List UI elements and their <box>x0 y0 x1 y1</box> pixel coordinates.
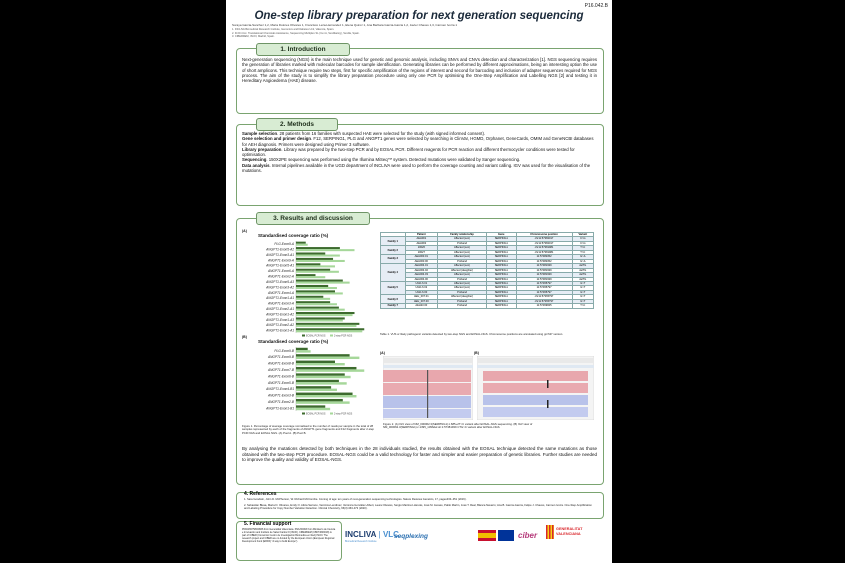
bar <box>296 399 343 401</box>
table-cell: G>T <box>572 290 593 294</box>
fig1b-label: (B) <box>242 335 247 339</box>
table-cell: UGD-6.02 <box>405 286 438 290</box>
table-cell: SERPING1 <box>486 273 516 277</box>
bar <box>296 249 355 251</box>
table-cell: UGD-6.00 <box>405 290 438 294</box>
references-heading: 4. References <box>244 491 277 497</box>
bar <box>296 380 339 382</box>
bar <box>296 263 320 265</box>
category-label: ANGPT1-Exon5-A2 <box>266 247 294 252</box>
ciber-logo: ciber <box>518 531 538 540</box>
table-cell: Affected (son) <box>438 273 487 277</box>
table-cell: AEH004.01 <box>405 264 438 268</box>
table-cell: AEH001 <box>405 237 438 241</box>
methods-item-text: . F12, SERPING1, PLG and ANGPT1 genes were selected by searching in ClinVar, HGMD, Orphanet, GeneCards, OMIM and GeneNCBI databases for AEH diagnosis. Primers were designed using Primer 3 software. <box>242 136 594 147</box>
table-cell: 11:57365797 <box>516 286 572 290</box>
bar <box>296 269 330 271</box>
table-cell: 11:57365797 <box>516 281 572 285</box>
fig1a-label: (A) <box>242 229 247 233</box>
table-cell: 11:57382052 <box>516 259 572 263</box>
bar <box>296 363 345 365</box>
reference-1: 1. Sara Goodwin, John D. McPherson, W. Richard McCombie. Coming of age: ten years of next-generation sequencing technologies. Nature Reviews Genetics, 17, pages333–351 (2016). <box>244 498 467 501</box>
authors: Soraya Garcia-Sanchez 1,2, Maria Dolores Olivares 1, Francisco Leza-Hernandez 1, Elena Quiroz 1, Ana Barbara Garcia-Garcia 1,2, Javier Chaves 1,3, Carmen Ivorra 1 <box>232 23 458 27</box>
bar <box>296 285 328 287</box>
igv-b-label: (B) <box>474 351 479 355</box>
category-label: ANGPT1-Exon4-A <box>267 290 294 295</box>
table-cell: SERPING1 <box>486 250 516 254</box>
category-label: ANGPT1-Exon7-B <box>267 368 294 372</box>
table-cell: SERPING1 <box>486 281 516 285</box>
bar <box>296 303 337 305</box>
category-label: ANGPT1-Exon2-A <box>267 274 294 279</box>
category-label: ANGPT1-Exon1-A3 <box>266 317 294 322</box>
legend-swatch <box>330 335 333 337</box>
category-label: ANGPT1-Exon4-B1 <box>266 387 294 392</box>
bar <box>296 405 325 407</box>
intro-text: Next-generation sequencing (NGS) is the main technique used for genetic and genomic analysis, including SNVs and CNVs detection and characterization [1]. NGS sequencing requires the generation of libraries marked with molecular barcodes for sample identification. Generating libraries can be performed by different approximations, being an interesting option the use of short amplicons. This technique require two steps, first for specific amplification of the regions of interest and second for barcoding and inclusion of adapter sequences required for NGS process. The aim of the study is to simplify the library preparation procedure using only one PCR by optimising the One-Step Amplification and Labelling NGS [2] and testing it in Hereditary Angioedema (HAE) disease. <box>242 57 597 84</box>
table-cell: AEH004.02 <box>405 268 438 272</box>
bar <box>296 242 306 244</box>
table-cell: 11:57381939 <box>516 264 572 268</box>
eu-flag-logo <box>498 530 514 541</box>
category-label: ANGPT1-Exon9-B <box>267 355 294 360</box>
bar <box>296 328 364 330</box>
table-cell: C>G <box>572 237 593 241</box>
table-cell: C>G <box>572 241 593 245</box>
bar <box>296 301 330 303</box>
legend-swatch <box>302 413 305 415</box>
bar <box>296 287 337 289</box>
category-label: ANGPT1-Exon1-B1 <box>266 406 294 411</box>
table-cell: 11:57365797 <box>516 290 572 294</box>
methods-item <box>242 147 597 158</box>
table-cell: G>T <box>572 281 593 285</box>
incliva-logo-tag: Biomedical Research Institute <box>345 540 377 543</box>
category-label: ANGPT1-Exon1-A2 <box>266 312 294 317</box>
poster-code: P16.042.B <box>584 3 608 9</box>
family-cell: Family 6 <box>381 295 406 304</box>
table-cell: G>T <box>572 295 593 299</box>
bar <box>296 408 330 410</box>
methods-item-label: Library preparation <box>242 146 282 152</box>
table-cell: Affected (son) <box>438 281 487 285</box>
bar <box>296 393 353 395</box>
table-cell: Proband <box>438 304 487 308</box>
financial-text: PDI18/00758/00666 from Generalitat Valenciana. PI21/00093 from Ministerio de Ciencia e Innovación and Instituto de Salud Carlos III (ISCIII). CIBERDEM (CB07/08/0018) is part of CIBER (Consorcio Centro de Investigación Biomédica en Red) ISCIII. The research project and CIBER are co-funded by the European Union (European Regional Development Fund (ERDF) "A way to build Europe"). <box>242 528 336 543</box>
table-cell: SERPING1 <box>486 237 516 241</box>
bar <box>296 395 356 397</box>
spain-gov-logo <box>478 530 496 541</box>
igv-view-a <box>383 356 473 420</box>
methods-item-label: Sample selection <box>242 131 278 136</box>
bar <box>296 244 308 246</box>
bar <box>296 348 308 350</box>
legend-label: 2-step PCR NGS <box>334 334 353 338</box>
table-cell: Affected (son) <box>438 237 487 241</box>
bar <box>296 252 325 254</box>
bar <box>296 382 347 384</box>
table-cell: Proband <box>438 290 487 294</box>
figure2-caption: Figure 2. (A) IGV view of NM_000062.3(SERPING1):c.685+2T>C variant after EOSAL-NGS sequencing. (B) IGV view of NM_000062.3(SERPING1):c.1395_1396del:dc:1:57381939 CTG>C variant after EOSAL-NGS. <box>383 422 533 430</box>
table-cell: Proband <box>438 259 487 263</box>
intro-heading: 1. Introduction <box>256 43 350 56</box>
table-cell: SERPING1 <box>486 255 516 259</box>
table-header: Patient <box>405 233 438 237</box>
table-cell: AEH004.03 <box>405 273 438 277</box>
igv-view-b <box>477 356 594 420</box>
poster-title: One-step library preparation for next generation sequencing <box>254 10 584 22</box>
bar <box>296 323 359 325</box>
category-label: PLG-Exon9-B <box>274 348 294 353</box>
igv-a-label: (A) <box>380 351 385 355</box>
seqplexing-logo: seqplexing <box>394 533 428 540</box>
bar <box>296 290 335 292</box>
affiliation-2: 2. Dr.Dr.Cicc. Translational Chemicals Assistance, Sequencing Multiplex SL (Inv.mi, Sevillia/org), Sevilla, Spain. <box>232 31 360 35</box>
table-cell: Affected (son) <box>438 264 487 268</box>
category-label: ANGPT1-Exon8-B <box>267 361 294 366</box>
bar <box>296 307 339 309</box>
methods-item-label: Sequencing <box>242 157 267 163</box>
bar <box>296 258 333 260</box>
table-cell: 10026 <box>405 246 438 250</box>
legend-label: EOSAL PCR NGS <box>306 334 326 338</box>
affiliation-3: 3. CIBERDEM, ISCIII, Madrid, Spain. <box>232 35 275 38</box>
table-cell: Affected (son) <box>438 286 487 290</box>
table-cell: SERPING1 <box>486 295 516 299</box>
family-cell: Family 3 <box>381 255 406 264</box>
family-cell: Family 1 <box>381 237 406 246</box>
table-header: Chromosome position <box>516 233 572 237</box>
methods-item-text: . Library was prepared by the two-step PCR and by EOSAL PCR. Different reagents for PCR reaction and different thermocycler conditions were tested for optimisation. <box>242 146 575 158</box>
table-cell: Proband <box>438 241 487 245</box>
variant-table <box>380 232 594 309</box>
bar <box>296 292 343 294</box>
category-label: ANGPT1-Exon3-A2 <box>266 285 294 290</box>
bar <box>296 357 359 359</box>
table-cell: 11:57381939 <box>516 277 572 281</box>
legend-label: 2-step PCR NGS <box>334 412 353 416</box>
bar <box>296 309 345 311</box>
table-cell: SERPING1 <box>486 277 516 281</box>
bar <box>296 317 345 319</box>
family-cell: Family 5 <box>381 281 406 294</box>
category-label: ANGPT1-Exon3-B <box>267 393 294 398</box>
methods-item <box>242 136 597 147</box>
table-cell: Affected (son) <box>438 255 487 259</box>
bar <box>296 314 353 316</box>
bar <box>296 369 364 371</box>
bar <box>296 271 339 273</box>
category-label: ANGPT1-Exon5-A1 <box>266 263 294 268</box>
table-cell: AEH_007.00 <box>405 299 438 303</box>
bar <box>296 373 345 375</box>
bar <box>296 276 325 278</box>
table-cell: AEH_007.01 <box>405 295 438 299</box>
family-cell: Family 4 <box>381 264 406 282</box>
category-label: ANGPT1-Exon2-A1 <box>266 307 294 311</box>
category-label: PLG-Exon9-A <box>274 242 294 247</box>
table-cell: delTG <box>572 273 593 277</box>
table-header: Variant <box>572 233 593 237</box>
reference-2: 2. Sebastián Blesa, María D. Olivares, Emily O. Alicia Serrano, Verónica Lendínez, Verónica González-Albert, Laura Olivares, Sergio Martínez-Hervás, José M. Ascaso, Pablo Martín, José T. Real, Blanca Navarro; Ana B. García-García, Felipe J. Chaves, Carmen Ivorra. One-Step Amplification and Labeling Procedure for Copy Number Variation Detection. Clinical Chemistry, 66(3):463-473 (2020). <box>244 504 592 511</box>
table-cell: AEH002 <box>405 241 438 245</box>
generalitat-line-2: VALENCIANA <box>556 531 581 536</box>
results-heading: 3. Results and discussion <box>256 212 370 225</box>
table-cell: SERPING1 <box>486 290 516 294</box>
table-cell: Affected (son) <box>438 250 487 254</box>
category-label: ANGPT1-Exon3-A1 <box>266 252 294 257</box>
table-cell: Affected (son) <box>438 246 487 250</box>
table-cell: SERPING1 <box>486 304 516 308</box>
table-cell: 11:57382052 <box>516 255 572 259</box>
table-cell: 11:57381939 <box>516 273 572 277</box>
category-label: ANGPT1-Exon3-A <box>267 301 294 306</box>
bar <box>296 325 356 327</box>
table-cell: UGD-6.01 <box>405 281 438 285</box>
legend-label: EOSAL PCR NGS <box>306 412 326 416</box>
category-label: ANGPT1-Exon6-A <box>267 269 294 274</box>
chart-b <box>240 345 378 417</box>
table-cell: AEH23.00 <box>405 304 438 308</box>
bar <box>296 274 316 276</box>
family-cell: Family 7 <box>381 304 406 308</box>
category-label: ANGPT1-Exon9-A <box>267 258 294 263</box>
category-label: ANGPT1-Exon5-A3 <box>266 279 294 284</box>
bar <box>296 367 356 369</box>
table-cell: delTG <box>572 268 593 272</box>
category-label: ANGPT1-Exon1-A1 <box>266 328 294 333</box>
methods-item-text: . 28 patients from 16 families with suspected HAE were selected for the study (with signed informed consent). <box>277 131 486 136</box>
table-row <box>381 304 594 308</box>
financial-heading: 5. Financial support <box>244 521 292 527</box>
bar <box>296 389 337 391</box>
table-cell: SERPING1 <box>486 264 516 268</box>
affiliation-1: 1. INCLIVA Biomedical Research Institute, Genomics and Diabetes Unit, Valencia, Spain. <box>232 28 335 31</box>
methods-item-text: . Internal pipelines available in the UGD department of INCLIVA were used to perform the coverage counting and variant calling. IGV was used for the visualisation of the mutations. <box>242 162 591 174</box>
table-cell: SERPING1 <box>486 299 516 303</box>
legend-swatch <box>330 413 333 415</box>
table-cell: Affected (daughter) <box>438 268 487 272</box>
table-cell: chr11:57365797 <box>516 295 572 299</box>
table-cell: T>C <box>572 250 593 254</box>
generalitat-line-1: GENERALITAT <box>556 527 583 531</box>
table-cell: delTG <box>572 264 593 268</box>
table-cell: SERPING1 <box>486 286 516 290</box>
table-cell: G>T <box>572 286 593 290</box>
table-cell: SERPING1 <box>486 246 516 250</box>
table-cell: 11:57369845 <box>516 304 572 308</box>
bar <box>296 361 335 363</box>
bar <box>296 330 362 332</box>
conclusion-text: By analysing the mutations detected by both techniques in the 28 individuals studied, the results obtained with the EOSAL technique detected the same mutations as those obtained with the two-step PCR procedure. EOSAL-NGS could be a valid technology for faster and simpler and easier preparation of genetic libraries. Further studies are needed to improve the quality and validity of EOSAL-NGS. <box>242 446 597 463</box>
legend-swatch <box>302 335 305 337</box>
category-label: ANGPT1-Exon2-B <box>267 400 294 404</box>
bar <box>296 280 343 282</box>
bar <box>296 386 331 388</box>
methods-item-label: Data analysis <box>242 162 270 168</box>
table-caption: Table 1. VUS or likely pathogenic variants detected by two-step NGS and EOSAL-NGS. Chromosome positions are annotated using grch37 version. <box>380 332 564 336</box>
category-label: ANGPT1-Exon1-A1 <box>266 296 294 301</box>
table-cell: SERPING1 <box>486 268 516 272</box>
generalitat-logo <box>556 527 582 536</box>
table-cell: chr11:57382017 <box>516 241 572 245</box>
bar <box>296 255 340 257</box>
table-header: Gene <box>486 233 516 237</box>
fig1b-title: Standardised coverage ratio (%) <box>258 339 329 344</box>
table-cell: SERPING1 <box>486 259 516 263</box>
bar <box>296 376 351 378</box>
table-cell: chr11:57381981 <box>516 250 572 254</box>
table-cell: T>C <box>572 304 593 308</box>
bar <box>296 312 355 314</box>
table-cell: AEH004.00 <box>405 277 438 281</box>
poster <box>226 0 612 563</box>
fig1a-title: Standardised coverage ratio (%) <box>258 233 329 238</box>
bar <box>296 354 350 356</box>
methods-item <box>242 163 597 174</box>
methods-heading: 2. Methods <box>256 118 338 131</box>
table-cell: SERPING1 <box>486 241 516 245</box>
generalitat-emblem <box>546 525 554 539</box>
methods-item-text: . 150X2PE sequencing was performed using the Illumina MiSeq™ system. Detected mutations were validated by Sanger sequencing. <box>266 157 521 163</box>
bar <box>296 247 340 249</box>
bar <box>296 298 330 300</box>
bar <box>296 319 343 321</box>
incliva-logo-main: INCLIVA <box>345 530 377 539</box>
table-cell: G>A <box>572 255 593 259</box>
incliva-logo: INCLIVA | VLC <box>345 530 399 539</box>
table-cell: T>C <box>572 246 593 250</box>
table-cell: Affected (daughter) <box>438 295 487 299</box>
bar <box>296 350 311 352</box>
methods-text <box>242 131 597 173</box>
figure1-caption: Figure 1. Percentage of average coverage normalised to the number of reads per sample in the total of 28 samples represented by each of the fragments of ANGPT1 gene fragments and F12 fragments after 2-step PCR NGS and EOSAL NGS. (A) Pool A. (B) Pool B. <box>242 424 374 435</box>
chart-a <box>240 239 378 339</box>
table-cell: AEH003.00 <box>405 259 438 263</box>
table-cell: G>T <box>572 299 593 303</box>
bar <box>296 265 335 267</box>
bar <box>296 296 323 298</box>
bar <box>296 401 350 403</box>
table-cell: 10027 <box>405 250 438 254</box>
category-label: ANGPT1-Exon5-B <box>267 380 294 385</box>
table-cell: delTG <box>572 277 593 281</box>
bar <box>296 260 345 262</box>
category-label: ANGPT1-Exon6-B <box>267 374 294 379</box>
table-cell: chr11:57381981 <box>516 246 572 250</box>
category-label: ANGPT1-Exon2-A2 <box>266 323 294 328</box>
table-cell: 11:57381939 <box>516 268 572 272</box>
table-cell: AEH003.01 <box>405 255 438 259</box>
methods-item-label: Gene selection and primer design <box>242 136 312 142</box>
family-cell: Family 2 <box>381 246 406 255</box>
table-header: Family relationship <box>438 233 487 237</box>
table-cell: G>A <box>572 259 593 263</box>
table-cell: Proband <box>438 299 487 303</box>
incliva-logo-sub: VLC <box>382 530 399 539</box>
table-cell: Proband <box>438 277 487 281</box>
bar <box>296 282 350 284</box>
table-cell: chr11:57382017 <box>516 237 572 241</box>
table-cell: chr11:57365797 <box>516 299 572 303</box>
